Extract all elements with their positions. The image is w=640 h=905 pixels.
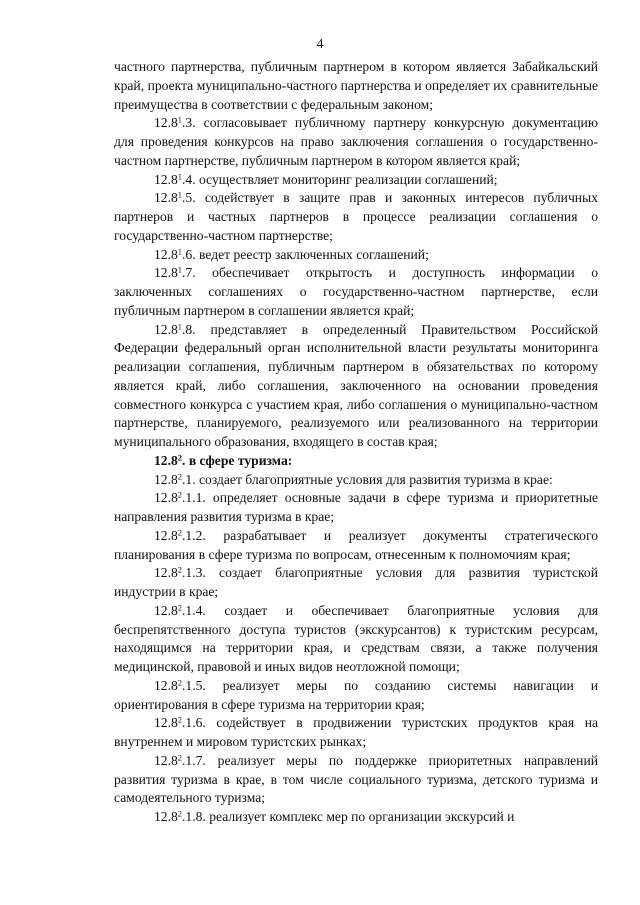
clause-text: .1.7. реализует меры по поддержке приоритетных направлений развития туризма в крае, в том числе социального туризма, детского туризма и самодеятельного туризма; <box>114 752 598 806</box>
clause-number: 12.8 <box>154 490 178 506</box>
clause-text: .1.4. создает и обеспечивает благоприятные условия для беспрепятственного доступа туристов (экскурсантов) к туристским ресурсам, находящимся на территории края, и средствам связи, а также получения медицинской, правовой и иных видов неотложной помощи; <box>114 602 598 674</box>
clause-text: .1.8. реализует комплекс мер по организации экскурсий и <box>182 809 515 824</box>
clause-text: .1.3. создает благоприятные условия для развития туристской индустрии в крае; <box>114 565 598 599</box>
clause-text: . в сфере туризма: <box>182 452 293 468</box>
clause-paragraph <box>114 564 598 602</box>
clause-superscript: 2 <box>177 489 183 500</box>
clause-text: .1.1. определяет основные задачи в сфере туризма и приоритетные направления развития туризма в крае; <box>114 490 598 524</box>
clause-paragraph <box>114 321 598 452</box>
clause-paragraph <box>114 471 598 490</box>
page-number: 4 <box>316 37 324 52</box>
clause-number: 12.8 <box>154 115 178 131</box>
clause-paragraph <box>114 752 598 808</box>
clause-number: 12.8 <box>154 171 178 187</box>
clause-superscript: 1 <box>177 189 183 200</box>
clause-paragraph <box>114 58 598 114</box>
clause-superscript: 1 <box>177 114 183 125</box>
clause-paragraph <box>114 246 598 265</box>
clause-superscript: 2 <box>177 808 183 819</box>
clause-paragraph <box>114 114 598 170</box>
clause-number: 12.8 <box>154 752 178 768</box>
clause-paragraph <box>114 714 598 752</box>
clause-text: .1.2. разрабатывает и реализует документы стратегического планирования в сфере туризма по вопросам, отнесенным к полномочиям края; <box>114 527 598 562</box>
clause-number: 12.8 <box>154 321 178 337</box>
clause-paragraph <box>114 808 598 827</box>
clause-paragraph <box>114 677 598 715</box>
clause-number: 12.8 <box>154 265 178 281</box>
clause-paragraph <box>114 171 598 190</box>
clause-number: 12.8 <box>154 565 178 581</box>
clause-text: .4. осуществляет мониторинг реализации соглашений; <box>182 171 498 187</box>
document-body <box>114 58 598 827</box>
clause-text: .1.6. содействует в продвижении туристских продуктов края на внутреннем и мировом туристских рынках; <box>114 715 598 749</box>
clause-superscript: 1 <box>177 264 183 275</box>
clause-number: 12.8 <box>154 602 178 618</box>
clause-superscript: 2 <box>177 677 183 688</box>
clause-superscript: 2 <box>177 527 183 538</box>
clause-superscript: 2 <box>177 452 183 463</box>
clause-superscript: 2 <box>177 752 183 763</box>
section-heading <box>114 452 598 471</box>
clause-text: .7. обеспечивает открытость и доступность информации о заключенных соглашениях о государственно-частном партнерстве, если публичным партнером в соглашении является край; <box>114 265 598 318</box>
clause-number: 12.8 <box>154 715 178 731</box>
clause-superscript: 1 <box>177 170 183 181</box>
clause-number: 12.8 <box>154 471 178 487</box>
clause-number: 12.8 <box>154 527 178 543</box>
clause-number: 12.8 <box>154 452 178 468</box>
clause-text: .8. представляет в определенный Правительством Российской Федерации федеральный орган исполнительной власти результаты мониторинга реализации соглашения, публичным партнером в обязательствах по которому является край, либо соглашения, заключенного на основании проведения совместного конкурса с участием края, либо соглашения о муниципально-частном партнерстве, планируемого, реализуемого или реализованного на территории муниципального образования, входящего в состав края; <box>114 321 598 449</box>
clause-paragraph <box>114 489 598 527</box>
clause-superscript: 1 <box>177 320 183 331</box>
clause-text: .1.5. реализует меры по созданию системы навигации и ориентирования в сфере туризма на территории края; <box>114 677 598 712</box>
clause-superscript: 2 <box>177 564 183 575</box>
clause-superscript: 1 <box>177 245 183 256</box>
clause-paragraph <box>114 264 598 320</box>
clause-paragraph <box>114 602 598 677</box>
clause-text: .1. создает благоприятные условия для развития туризма в крае: <box>182 471 553 487</box>
clause-number: 12.8 <box>154 190 178 206</box>
clause-number: 12.8 <box>154 677 178 693</box>
clause-text: .5. содействует в защите прав и законных интересов публичных партнеров и частных партнеров в процессе реализации соглашения о государственно-частном партнерстве; <box>114 190 598 243</box>
clause-paragraph <box>114 189 598 245</box>
clause-superscript: 2 <box>177 714 183 725</box>
paragraph-text: частного партнерства, публичным партнером в котором является Забайкальский край, проекта муниципально-частного партнерства и определяет их сравнительные преимущества в соответствии с федеральным законом; <box>114 59 598 112</box>
clause-number: 12.8 <box>154 246 178 262</box>
clause-paragraph <box>114 527 598 565</box>
clause-superscript: 2 <box>177 602 183 613</box>
clause-number: 12.8 <box>154 809 178 824</box>
clause-text: .6. ведет реестр заключенных соглашений; <box>182 246 429 262</box>
clause-text: .3. согласовывает публичному партнеру конкурсную документацию для проведения конкурсов на право заключения соглашения о государственно-частном партнерстве, публичным партнером в котором является край; <box>114 115 598 168</box>
clause-superscript: 2 <box>177 470 183 481</box>
